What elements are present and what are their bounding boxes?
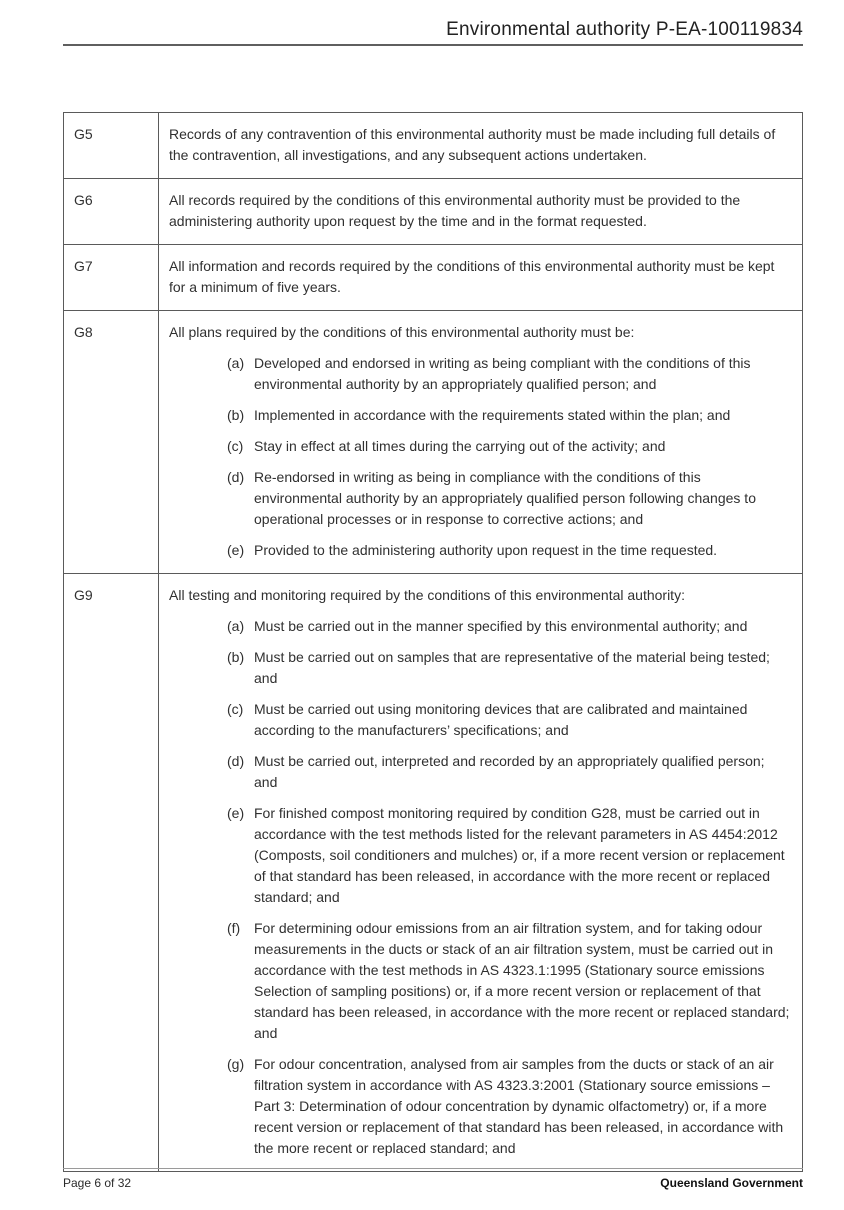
item-marker: (d) <box>227 469 245 485</box>
item-marker: (a) <box>227 618 245 634</box>
page-title: Environmental authority P-EA-100119834 <box>446 19 803 40</box>
condition-list-item <box>227 751 790 793</box>
condition-list-item <box>227 647 790 689</box>
item-text: Must be carried out, interpreted and recorded by an appropriately qualified person; and <box>254 753 765 790</box>
item-text: Implemented in accordance with the requirements stated within the plan; and <box>254 407 731 423</box>
condition-body <box>159 245 802 310</box>
condition-id: G7 <box>64 245 159 310</box>
condition-body <box>159 574 802 1171</box>
condition-intro: All information and records required by the conditions of this environmental authority must be kept for a minimum of five years. <box>169 258 775 295</box>
item-marker: (c) <box>227 701 244 717</box>
item-marker: (g) <box>227 1056 245 1072</box>
condition-list-item <box>227 918 790 1044</box>
conditions-table <box>63 112 803 1172</box>
item-text: For odour concentration, analysed from air samples from the ducts or stack of an air filtration system in accordance with AS 4323.3:2001 (Stationary source emissions – Part 3: Determination of odour concentration by dynamic olfactometry) or, if a more recent version or replacement of that standard has been released, in accordance with the more recent or replaced standard; and <box>254 1056 784 1156</box>
condition-list-item <box>227 353 790 395</box>
item-marker: (e) <box>227 542 245 558</box>
item-marker: (f) <box>227 920 241 936</box>
item-text: Must be carried out using monitoring devices that are calibrated and maintained according to the manufacturers’ specifications; and <box>254 701 748 738</box>
condition-body <box>159 311 802 573</box>
condition-id: G6 <box>64 179 159 244</box>
table-row <box>64 245 802 311</box>
item-marker: (e) <box>227 805 245 821</box>
item-marker: (b) <box>227 649 245 665</box>
condition-list-item <box>227 699 790 741</box>
page-footer <box>63 1168 803 1190</box>
table-row <box>64 179 802 245</box>
item-text: Stay in effect at all times during the carrying out of the activity; and <box>254 438 666 454</box>
condition-body <box>159 113 802 178</box>
document-page <box>63 0 803 1210</box>
condition-list-item <box>227 405 790 426</box>
item-marker: (d) <box>227 753 245 769</box>
item-text: Must be carried out on samples that are representative of the material being tested; and <box>254 649 770 686</box>
condition-list-item <box>227 540 790 561</box>
item-text: Re-endorsed in writing as being in compliance with the conditions of this environmental authority by an appropriately qualified person following changes to operational processes or in response to corrective actions; and <box>254 469 756 527</box>
condition-list-item <box>227 436 790 457</box>
condition-intro: Records of any contravention of this environmental authority must be made including full details of the contravention, all investigations, and any subsequent actions undertaken. <box>169 126 776 163</box>
government-label: Queensland Government <box>660 1176 803 1190</box>
condition-intro: All plans required by the conditions of this environmental authority must be: <box>169 324 635 340</box>
table-row <box>64 311 802 574</box>
condition-items <box>169 616 790 1159</box>
condition-items <box>169 353 790 561</box>
condition-intro: All records required by the conditions of this environmental authority must be provided to the administering authority upon request by the time and in the format requested. <box>169 192 741 229</box>
item-marker: (b) <box>227 407 245 423</box>
table-row <box>64 113 802 179</box>
item-marker: (a) <box>227 355 245 371</box>
item-text: Developed and endorsed in writing as being compliant with the conditions of this environmental authority by an appropriately qualified person; and <box>254 355 751 392</box>
condition-id: G8 <box>64 311 159 573</box>
table-row <box>64 574 802 1171</box>
condition-list-item <box>227 1054 790 1159</box>
condition-list-item <box>227 616 790 637</box>
item-text: Provided to the administering authority upon request in the time requested. <box>254 542 718 558</box>
condition-intro: All testing and monitoring required by the conditions of this environmental authority: <box>169 587 685 603</box>
item-text: Must be carried out in the manner specified by this environmental authority; and <box>254 618 748 634</box>
condition-id: G5 <box>64 113 159 178</box>
item-text: For determining odour emissions from an air filtration system, and for taking odour measurements in the ducts or stack of an air filtration system, must be carried out in accordance with the test methods in AS 4323.1:1995 (Stationary source emissions Selection of sampling positions) or, if a more recent version or replacement of that standard has been released, in accordance with the more recent or replaced standard; and <box>254 920 790 1041</box>
condition-body <box>159 179 802 244</box>
item-marker: (c) <box>227 438 244 454</box>
page-number-label: Page 6 of 32 <box>63 1176 132 1190</box>
condition-id: G9 <box>64 574 159 1171</box>
page-header <box>63 0 803 46</box>
condition-list-item <box>227 803 790 908</box>
item-text: For finished compost monitoring required by condition G28, must be carried out in accordance with the test methods listed for the relevant parameters in AS 4454:2012 (Composts, soil conditioners and mulches) or, if a more recent version or replacement of that standard has been released, in accordance with the more recent or replaced standard; and <box>254 805 785 905</box>
condition-list-item <box>227 467 790 530</box>
